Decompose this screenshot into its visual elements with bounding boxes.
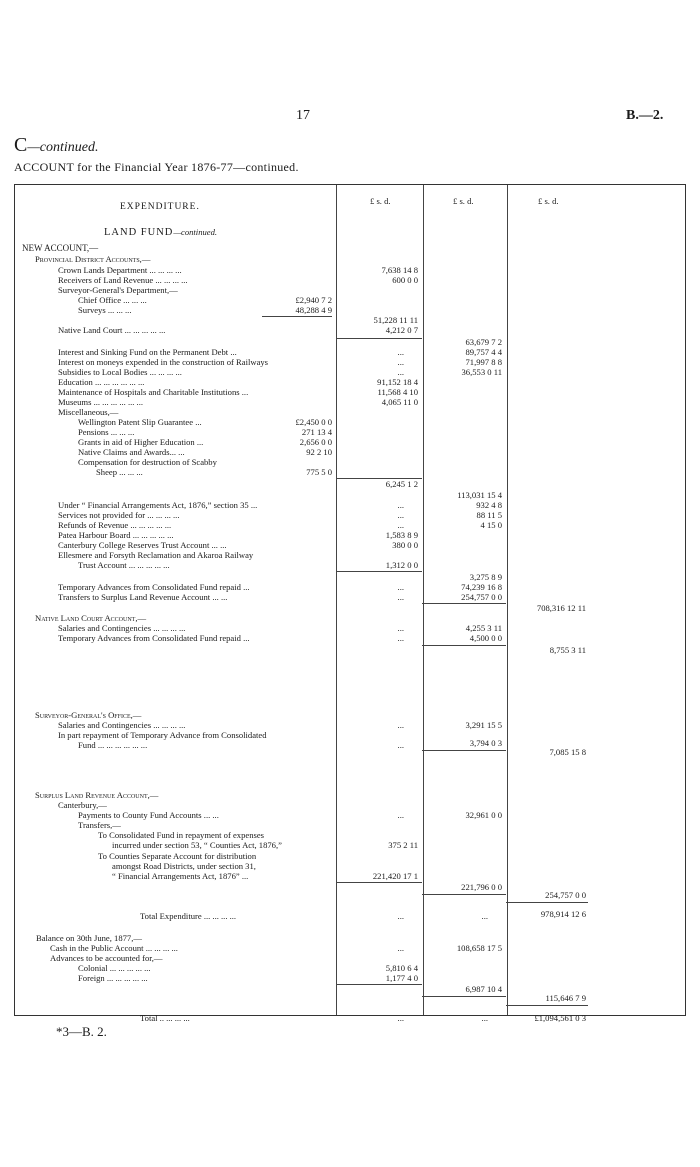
dots: ... bbox=[397, 510, 404, 520]
value-receivers: 600 0 0 bbox=[392, 275, 418, 285]
section-letter: C bbox=[14, 134, 28, 156]
value-subtotal-1: 51,228 11 11 bbox=[373, 315, 418, 325]
dots: ... bbox=[397, 582, 404, 592]
subtotal-rule bbox=[506, 902, 588, 903]
expenditure-heading: EXPENDITURE. bbox=[120, 202, 200, 212]
value-total-native-land: 8,755 3 11 bbox=[549, 645, 586, 655]
row-to-counties: To Counties Separate Account for distribution bbox=[98, 851, 257, 861]
row-transfers-surplus: Transfers to Surplus Land Revenue Account ... ... bbox=[58, 592, 228, 602]
row-to-counties-2: amongst Road Districts, under section 31, bbox=[112, 861, 256, 871]
row-ellesmere: Ellesmere and Forsyth Reclamation and Akaroa Railway bbox=[58, 550, 254, 560]
value-salaries-native: 4,255 3 11 bbox=[465, 623, 502, 633]
row-grants: Grants in aid of Higher Education ... bbox=[78, 437, 204, 447]
row-wellington: Wellington Patent Slip Guarantee ... bbox=[78, 417, 202, 427]
row-interest-permanent: Interest and Sinking Fund on the Permanent Debt ... bbox=[58, 347, 237, 357]
value-transfers-surplus: 254,757 0 0 bbox=[461, 592, 502, 602]
value-ellesmere: 1,312 0 0 bbox=[385, 560, 418, 570]
value-to-consolidated: 375 2 11 bbox=[388, 840, 418, 850]
value-foreign: 1,177 4 0 bbox=[385, 973, 418, 983]
value-total-new-account: 708,316 12 11 bbox=[536, 603, 586, 613]
row-advances: Advances to be accounted for,— bbox=[50, 953, 163, 963]
value-repayment: 3,794 0 3 bbox=[469, 738, 502, 748]
row-financial-arrangements: Under “ Financial Arrangements Act, 1876,” section 35 ... bbox=[58, 500, 258, 510]
value-payments: 32,961 0 0 bbox=[465, 810, 502, 820]
row-foreign: Foreign ... ... ... ... ... bbox=[78, 973, 148, 983]
row-canterbury-college: Canterbury College Reserves Trust Account ... ... bbox=[58, 540, 227, 550]
dots: ... bbox=[397, 1013, 404, 1023]
subtotal-rule bbox=[422, 894, 506, 895]
row-payments: Payments to County Fund Accounts ... ... bbox=[78, 810, 219, 820]
row-canterbury: Canterbury,— bbox=[58, 800, 107, 810]
value-subtotal-2: 6,245 1 2 bbox=[385, 479, 418, 489]
value-sum-3: 3,275 8 9 bbox=[469, 572, 502, 582]
row-ellesmere-trust: Trust Account ... ... ... ... ... bbox=[78, 560, 170, 570]
row-to-consolidated-2: incurred under section 53, “ Counties Act, 1876,” bbox=[112, 840, 282, 850]
subtotal-rule bbox=[422, 645, 506, 646]
value-interest-permanent: 89,757 4 4 bbox=[465, 347, 502, 357]
subtotal-rule bbox=[422, 603, 506, 604]
column-rule bbox=[423, 185, 424, 1015]
value-to-counties: 221,420 17 1 bbox=[372, 871, 418, 881]
column-header-3: £ s. d. bbox=[538, 196, 559, 206]
row-surveyor-general: Surveyor-General's Department,— bbox=[58, 285, 178, 295]
dots: ... bbox=[397, 943, 404, 953]
row-pensions: Pensions ... ... ... bbox=[78, 427, 135, 437]
value-canterbury-college: 380 0 0 bbox=[392, 540, 418, 550]
value-native-land-court: 4,212 0 7 bbox=[385, 325, 418, 335]
row-museums: Museums ... ... ... ... ... ... bbox=[58, 397, 143, 407]
value-pensions: 271 13 4 bbox=[301, 427, 332, 437]
dots: ... bbox=[397, 347, 404, 357]
value-services: 88 11 5 bbox=[476, 510, 502, 520]
dots: ... bbox=[397, 592, 404, 602]
dots: ... bbox=[481, 1013, 488, 1023]
row-education: Education ... ... ... ... ... ... bbox=[58, 377, 145, 387]
subtotal-rule bbox=[336, 984, 422, 985]
value-cash: 108,658 17 5 bbox=[456, 943, 502, 953]
value-hospitals: 11,568 4 10 bbox=[377, 387, 418, 397]
value-sum-1: 63,679 7 2 bbox=[465, 337, 502, 347]
subtotal-rule bbox=[262, 316, 332, 317]
dots: ... bbox=[397, 810, 404, 820]
column-rule bbox=[507, 185, 508, 1015]
land-fund-heading: LAND FUND—continued. bbox=[104, 227, 218, 238]
dots: ... bbox=[397, 500, 404, 510]
dots: ... bbox=[397, 623, 404, 633]
value-total-expenditure: 978,914 12 6 bbox=[540, 909, 586, 919]
row-salaries-native: Salaries and Contingencies ... ... ... ... bbox=[58, 623, 186, 633]
dots: ... bbox=[397, 367, 404, 377]
row-temporary-advances: Temporary Advances from Consolidated Fund repaid ... bbox=[58, 582, 250, 592]
value-temporary-advances-native: 4,500 0 0 bbox=[469, 633, 502, 643]
value-grand-total: £1,094,561 0 3 bbox=[534, 1013, 586, 1023]
row-receivers: Receivers of Land Revenue ... ... ... ... bbox=[58, 275, 188, 285]
row-colonial: Colonial ... ... ... ... ... bbox=[78, 963, 151, 973]
value-total-balance: 115,646 7 9 bbox=[545, 993, 586, 1003]
dots: ... bbox=[397, 911, 404, 921]
page-number: 17 bbox=[296, 108, 310, 123]
value-native-claims: 92 2 10 bbox=[306, 447, 332, 457]
row-to-counties-3: “ Financial Arrangements Act, 1876” ... bbox=[112, 871, 249, 881]
row-hospitals: Maintenance of Hospitals and Charitable Institutions ... bbox=[58, 387, 249, 397]
footer-signature: *3—B. 2. bbox=[56, 1024, 107, 1039]
value-temporary-advances: 74,239 16 8 bbox=[461, 582, 502, 592]
row-chief-office: Chief Office ... ... ... bbox=[78, 295, 147, 305]
column-header-2: £ s. d. bbox=[453, 196, 474, 206]
value-sum-5: 6,987 10 4 bbox=[465, 984, 502, 994]
value-colonial: 5,810 6 4 bbox=[385, 963, 418, 973]
subtotal-rule bbox=[422, 750, 506, 751]
row-compensation-sheep: Sheep ... ... ... bbox=[96, 467, 143, 477]
row-repayment: In part repayment of Temporary Advance from Consolidated bbox=[58, 730, 267, 740]
value-total-surveyor: 7,085 15 8 bbox=[549, 747, 586, 757]
column-header-1: £ s. d. bbox=[370, 196, 391, 206]
row-to-consolidated: To Consolidated Fund in repayment of expenses bbox=[98, 830, 264, 840]
value-refunds: 4 15 0 bbox=[480, 520, 502, 530]
row-compensation: Compensation for destruction of Scabby bbox=[78, 457, 217, 467]
document-reference: B.—2. bbox=[626, 108, 664, 123]
value-subsidies: 36,553 0 11 bbox=[461, 367, 502, 377]
row-total: Total .. ... ... ... bbox=[140, 1013, 190, 1023]
row-miscellaneous: Miscellaneous,— bbox=[58, 407, 119, 417]
dots: ... bbox=[481, 911, 488, 921]
value-grants: 2,656 0 0 bbox=[299, 437, 332, 447]
row-interest-railways: Interest on moneys expended in the construction of Railways bbox=[58, 357, 269, 367]
value-chief-office: £2,940 7 2 bbox=[295, 295, 332, 305]
value-wellington: £2,450 0 0 bbox=[295, 417, 332, 427]
row-temporary-advances-native: Temporary Advances from Consolidated Fund repaid ... bbox=[58, 633, 250, 643]
value-crown-lands: 7,638 14 8 bbox=[381, 265, 418, 275]
value-financial-arrangements: 932 4 8 bbox=[476, 500, 502, 510]
subtotal-rule bbox=[336, 571, 422, 572]
row-salaries-surveyor: Salaries and Contingencies ... ... ... ... bbox=[58, 720, 186, 730]
value-museums: 4,065 11 0 bbox=[381, 397, 418, 407]
row-surplus-account: Surplus Land Revenue Account,— bbox=[35, 790, 159, 800]
row-crown-lands: Crown Lands Department ... ... ... ... bbox=[58, 265, 182, 275]
dots: ... bbox=[397, 357, 404, 367]
row-patea: Patea Harbour Board ... ... ... ... ... bbox=[58, 530, 174, 540]
row-native-claims: Native Claims and Awards... ... bbox=[78, 447, 185, 457]
column-rule bbox=[336, 185, 337, 1015]
account-title: ACCOUNT for the Financial Year 1876-77—continued. bbox=[14, 160, 299, 174]
row-total-expenditure: Total Expenditure ... ... ... ... bbox=[140, 911, 237, 921]
row-balance: Balance on 30th June, 1877,— bbox=[36, 933, 142, 943]
value-salaries-surveyor: 3,291 15 5 bbox=[465, 720, 502, 730]
value-patea: 1,583 8 9 bbox=[385, 530, 418, 540]
row-transfers: Transfers,— bbox=[78, 820, 121, 830]
dots: ... bbox=[397, 720, 404, 730]
row-repayment-fund: Fund ... ... ... ... ... ... bbox=[78, 740, 148, 750]
value-sum-2: 113,031 15 4 bbox=[457, 490, 502, 500]
value-compensation: 775 5 0 bbox=[306, 467, 332, 477]
value-total-surplus: 254,757 0 0 bbox=[545, 890, 586, 900]
row-surveyor-office: Surveyor-General's Office,— bbox=[35, 710, 142, 720]
row-provincial-district: Provincial District Accounts,— bbox=[35, 254, 151, 264]
row-new-account: NEW ACCOUNT,— bbox=[22, 243, 99, 253]
row-native-land-court: Native Land Court ... ... ... ... ... bbox=[58, 325, 166, 335]
value-sum-4: 221,796 0 0 bbox=[461, 882, 502, 892]
subtotal-rule bbox=[422, 996, 506, 997]
section-continued: —continued. bbox=[27, 140, 99, 155]
row-surveys: Surveys ... ... ... bbox=[78, 305, 132, 315]
dots: ... bbox=[397, 740, 404, 750]
value-education: 91,152 18 4 bbox=[377, 377, 418, 387]
value-interest-railways: 71,997 8 8 bbox=[465, 357, 502, 367]
row-cash: Cash in the Public Account ... ... ... ... bbox=[50, 943, 178, 953]
row-refunds: Refunds of Revenue ... ... ... ... ... bbox=[58, 520, 172, 530]
section-heading bbox=[14, 134, 99, 157]
row-native-land-account: Native Land Court Account,— bbox=[35, 613, 147, 623]
dots: ... bbox=[397, 520, 404, 530]
subtotal-rule bbox=[336, 338, 422, 339]
dots: ... bbox=[397, 633, 404, 643]
row-services: Services not provided for ... ... ... ... bbox=[58, 510, 180, 520]
value-surveys: 48,288 4 9 bbox=[295, 305, 332, 315]
subtotal-rule bbox=[506, 1005, 588, 1006]
row-subsidies: Subsidies to Local Bodies ... ... ... ... bbox=[58, 367, 182, 377]
subtotal-rule bbox=[336, 882, 422, 883]
